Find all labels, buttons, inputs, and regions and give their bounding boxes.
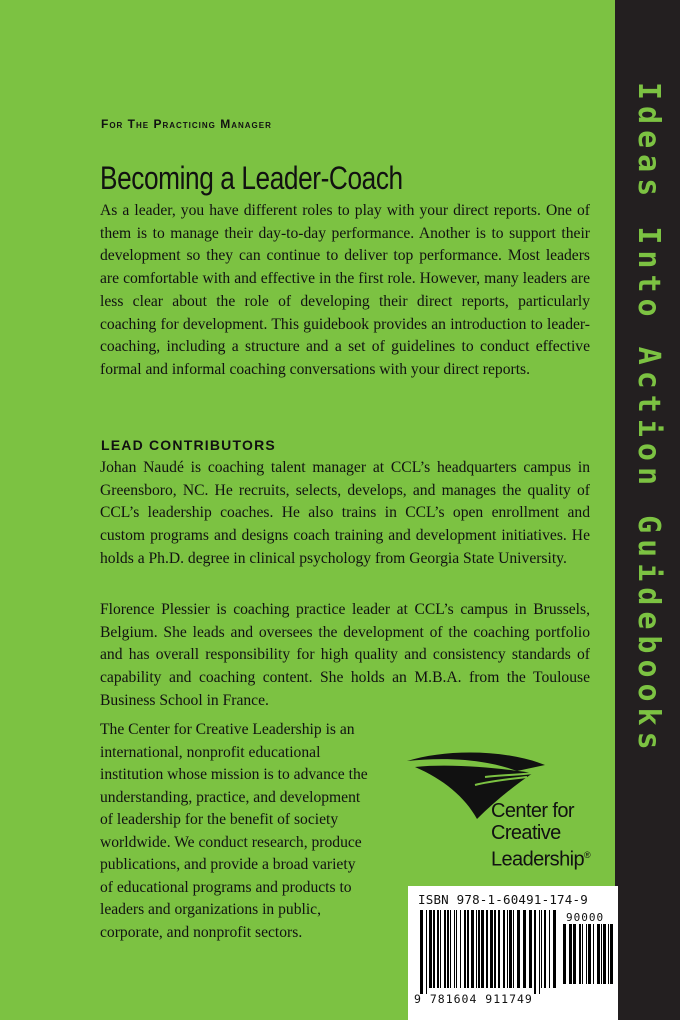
logo-line-2: Creative: [491, 822, 561, 844]
logo-line-3: Leadership: [491, 848, 584, 871]
book-description: As a leader, you have different roles to play with your direct reports. One of them is to manage their day-to-day performance. Another is to support their development so they can continue to deliver top performance. Most leaders are comfortable with and effective in the first role. However, many leaders are less clear about the role of developing their direct reports, particularly coaching for development. This guidebook provides an introduction to leader-coaching, including a structure and a set of guidelines to conduct effective formal and informal coaching conversations with your direct reports.: [100, 202, 590, 378]
addon-barcode: [563, 924, 613, 990]
isbn-label: ISBN 978-1-60491-174-9: [418, 892, 588, 907]
series-label: For The Practicing Manager: [101, 117, 272, 131]
contributors-heading: LEAD CONTRIBUTORS: [101, 437, 276, 453]
barcode-digits: 9 781604 911749: [414, 992, 533, 1006]
contributor-bio-naude: Johan Naudé is coaching talent manager at CCL’s headquarters campus in Greensboro, NC. He recruits, selects, develops, and manages the quality of CCL’s leadership coaches. He also trains in CCL’s open enrollment and custom programs and designs coach training and development initiatives. He holds a Ph.D. degree in clinical psychology from Georgia State University.: [100, 459, 590, 567]
ccl-logo: [405, 745, 620, 875]
book-title: Becoming a Leader-Coach: [100, 160, 403, 196]
ean-barcode: [420, 910, 558, 994]
registered-mark: ®: [583, 850, 591, 860]
price-code: 90000: [566, 911, 605, 924]
spine-series-title: Ideas Into Action Guidebooks: [631, 82, 666, 756]
contributor-bio-plessier: Florence Plessier is coaching practice leader at CCL’s campus in Brussels, Belgium. She leads and oversees the development of the coaching portfolio and has overall responsibility for high quality and consistency standards of capability and coaching content. She holds an M.B.A. from the Toulouse Business School in France.: [100, 601, 590, 709]
logo-line-1: Center for: [491, 800, 574, 822]
isbn-barcode-block: [408, 886, 618, 1020]
ccl-description: The Center for Creative Leadership is an international, nonprofit educational institution whose mission is to advance the understanding, practice, and development of leadership for the benefit of society worldwide. We conduct research, produce publications, and provide a broad variety of educational programs and products to leaders and organizations in public, corporate, and nonprofit sectors.: [100, 721, 368, 941]
